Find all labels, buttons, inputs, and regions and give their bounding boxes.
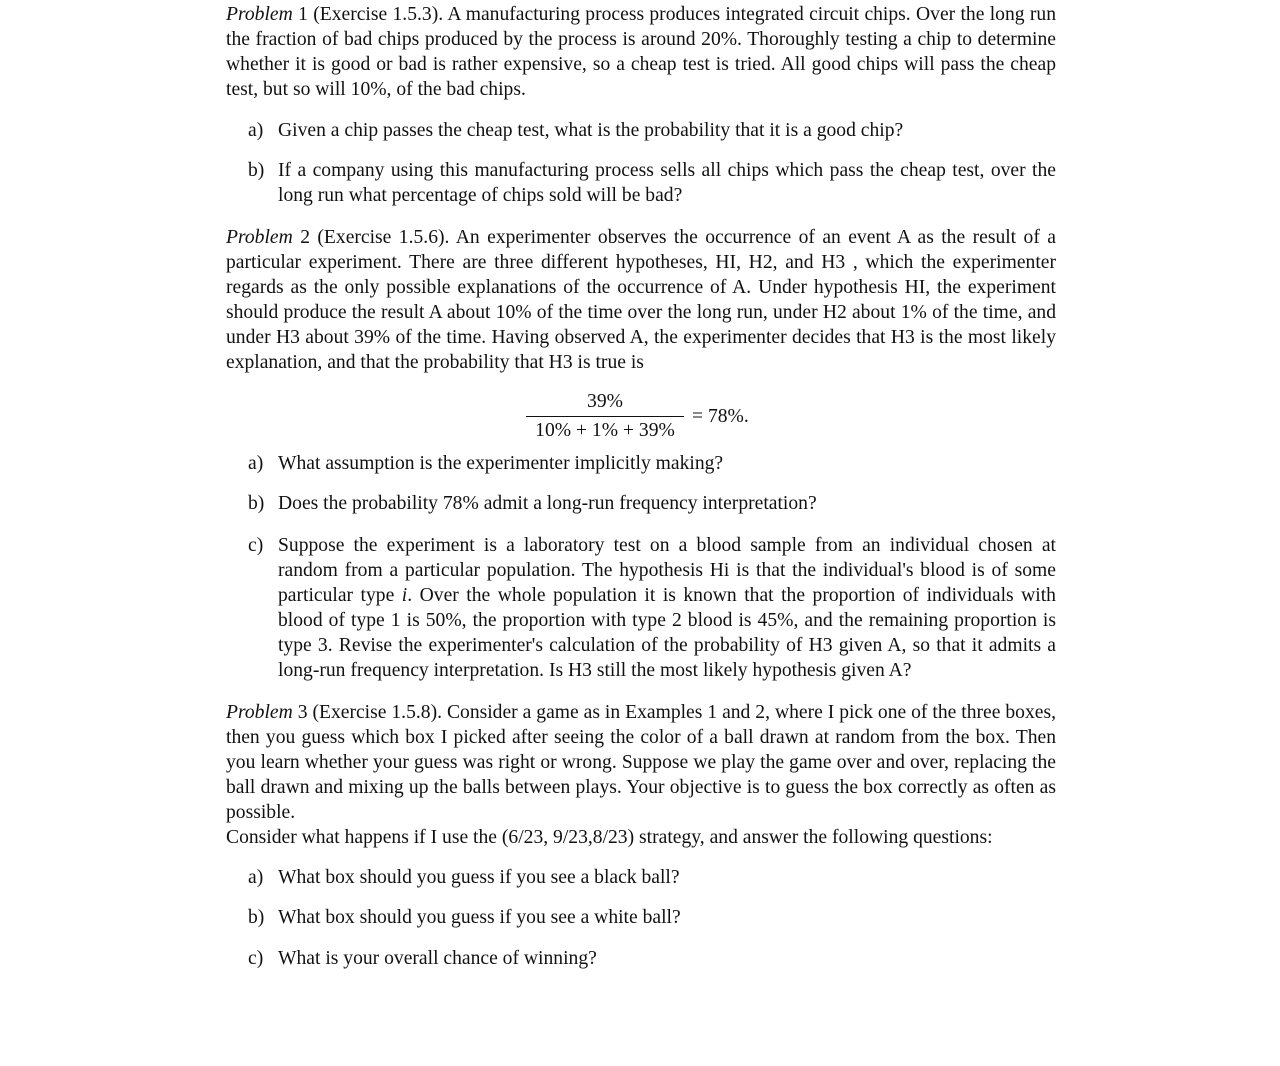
question-text: Given a chip passes the cheap test, what is the probability that it is a good chip? bbox=[278, 120, 904, 141]
question-label: a) bbox=[248, 120, 264, 141]
problem-2-statement bbox=[226, 225, 1056, 375]
question-label: a) bbox=[248, 867, 264, 888]
problem-3-statement-2 bbox=[226, 825, 1056, 850]
blood-type-variable: i bbox=[401, 585, 408, 606]
problem-2-number: 2 bbox=[300, 227, 310, 248]
problem-3-ref: (Exercise 1.5.8). bbox=[312, 702, 442, 723]
question-text-before: Suppose the experiment is a laboratory test on a blood sample from an individual chosen at random from a particular population. The hypothesis Hi is that the individual's blood is of some particular type bbox=[278, 535, 1056, 606]
fraction-bar bbox=[526, 416, 684, 417]
fraction-denominator: 10% + 1% + 39% bbox=[535, 420, 675, 441]
problem-1-statement bbox=[226, 2, 1056, 102]
problem-3-questions bbox=[226, 865, 1056, 971]
fraction bbox=[526, 389, 684, 443]
problem-1-question-a bbox=[226, 118, 1056, 143]
question-label: b) bbox=[248, 493, 265, 514]
question-text: What assumption is the experimenter implicitly making? bbox=[278, 453, 724, 474]
problem-2-question-c bbox=[226, 533, 1056, 683]
question-text: If a company using this manufacturing process sells all chips which pass the cheap test, over the long run what percentage of chips sold will be bad? bbox=[278, 160, 1056, 206]
equation-result: = 78%. bbox=[692, 406, 749, 427]
question-label: b) bbox=[248, 160, 265, 181]
problem-1-question-b bbox=[226, 158, 1056, 208]
question-label: b) bbox=[248, 907, 265, 928]
problem-3-question-c bbox=[226, 946, 1056, 971]
question-text: What box should you guess if you see a black ball? bbox=[278, 867, 680, 888]
problem-2-title: Problem bbox=[226, 227, 293, 248]
problem-3-question-b bbox=[226, 905, 1056, 930]
problem-2-questions bbox=[226, 451, 1056, 683]
question-label: a) bbox=[248, 453, 264, 474]
question-text: What is your overall chance of winning? bbox=[278, 948, 597, 969]
problem-1-questions bbox=[226, 118, 1056, 208]
question-text-after: . Over the whole population it is known that the proportion of individuals with blood of type 1 is 50%, the proportion with type 2 blood is 45%, and the remaining proportion is type 3. Revise the experimenter's calculation of the probability of H3 given A, so that it admits a long-run frequency interpretation. Is H3 still the most likely hypothesis given A? bbox=[278, 585, 1056, 681]
question-label: c) bbox=[248, 535, 264, 556]
question-text: What box should you guess if you see a white ball? bbox=[278, 907, 681, 928]
problem-2-ref: (Exercise 1.5.6). bbox=[317, 227, 450, 248]
problem-3-title: Problem bbox=[226, 702, 293, 723]
document-page bbox=[226, 2, 1056, 971]
problem-3-statement bbox=[226, 700, 1056, 825]
problem-1-title: Problem bbox=[226, 4, 293, 25]
question-label: c) bbox=[248, 948, 264, 969]
problem-3-question-a bbox=[226, 865, 1056, 890]
problem-3-number: 3 bbox=[297, 702, 308, 723]
probability-equation bbox=[226, 389, 1056, 445]
problem-1-text: A manufacturing process produces integrated circuit chips. Over the long run the fraction of bad chips produced by the process is around 20%. Thoroughly testing a chip to determine whether it is good or bad is rather expensive, so a cheap test is tried. All good chips will pass the cheap test, but so will 10%, of the bad chips. bbox=[226, 4, 1057, 100]
problem-3-text-2: Consider what happens if I use the (6/23, 9/23,8/23) strategy, and answer the following questions: bbox=[226, 827, 993, 848]
problem-2-question-a bbox=[226, 451, 1056, 476]
fraction-numerator: 39% bbox=[587, 391, 623, 412]
problem-1-ref: (Exercise 1.5.3). bbox=[313, 4, 444, 25]
problem-1-number: 1 bbox=[298, 4, 308, 25]
question-text: Does the probability 78% admit a long-run frequency interpretation? bbox=[278, 493, 817, 514]
problem-3-text: Consider a game as in Examples 1 and 2, where I pick one of the three boxes, then you guess which box I picked after seeing the color of a ball drawn at random from the box. Then you learn whether your guess was right or wrong. Suppose we play the game over and over, replacing the ball drawn and mixing up the balls between plays. Your objective is to guess the box correctly as often as possible. bbox=[226, 702, 1056, 823]
problem-2-question-b bbox=[226, 491, 1056, 516]
problem-2-text: An experimenter observes the occurrence of an event A as the result of a particular experiment. There are three different hypotheses, HI, H2, and H3 , which the experimenter regards as the only possible explanations of the occurrence of A. Under hypothesis HI, the experiment should produce the result A about 10% of the time over the long run, under H2 about 1% of the time, and under H3 about 39% of the time. Having observed A, the experimenter decides that H3 is the most likely explanation, and that the probability that H3 is true is bbox=[226, 227, 1056, 373]
